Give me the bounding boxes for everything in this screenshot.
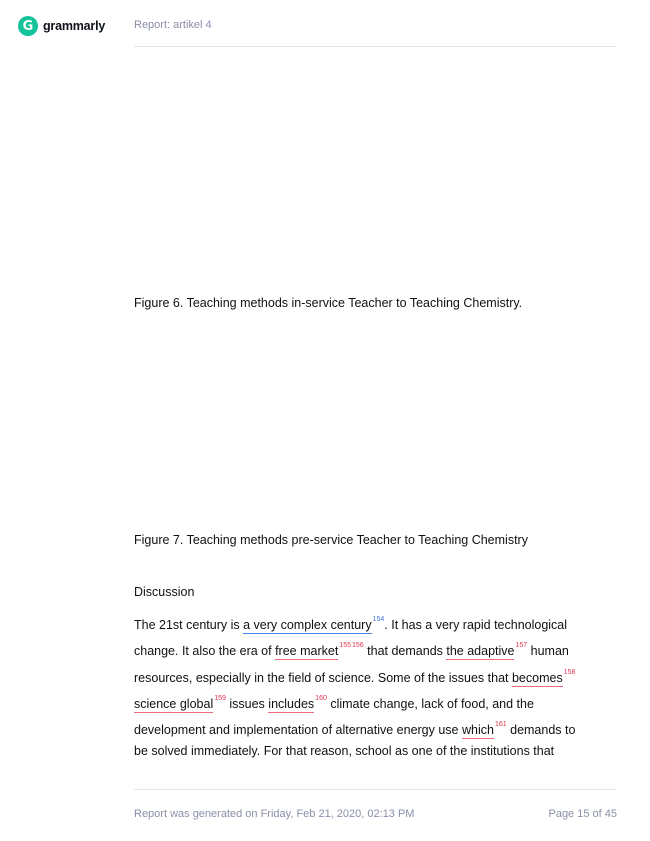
issue-highlight-159[interactable]: science global <box>134 696 214 711</box>
issue-highlight-158[interactable]: becomes <box>511 670 563 685</box>
footer-divider <box>134 789 617 790</box>
issue-highlight-155[interactable]: free market <box>275 644 339 659</box>
report-generated-text: Report was generated on Friday, Feb 21, 2020, 02:13 PM <box>134 808 415 820</box>
paragraph-line: The 21st century is a very complex century$^{154}$. It has a very rapid technological <box>134 616 568 632</box>
issue-highlight-154[interactable]: a very complex century <box>243 618 372 632</box>
issue-number-157: 157 <box>515 642 528 650</box>
issue-number-158: 158 <box>563 668 576 676</box>
grammarly-g-icon: G <box>18 16 38 36</box>
issue-number-154: 154 <box>372 616 385 623</box>
discussion-paragraph <box>134 607 604 765</box>
issue-number-156: 156 <box>351 642 364 650</box>
issue-highlight-161[interactable]: which <box>461 723 494 738</box>
brand-name: grammarly <box>43 19 106 33</box>
figure-6-caption: Figure 6. Teaching methods in-service Teacher to Teaching Chemistry. <box>134 296 523 310</box>
paragraph-line: be solved immediately. For that reason, school as one of the institutions that <box>134 744 555 759</box>
paragraph-line: change. It also the era of free market$^{155156}$ that demands the adaptive$^{157}$ human <box>134 642 569 659</box>
issue-number-161: 161 <box>494 721 507 729</box>
issue-number-160: 160 <box>315 694 327 702</box>
grammarly-logo <box>18 16 105 36</box>
paragraph-line: development and implementation of alternative energy use which$^{161}$ demands to <box>134 721 576 738</box>
paragraph-line: science global$^{159}$ issues includes$^{160}$ climate change, lack of food, and the <box>134 694 534 711</box>
issue-number-155: 155 <box>339 642 351 650</box>
page-number: Page 15 of 45 <box>548 808 617 820</box>
issue-highlight-160[interactable]: includes <box>268 696 315 711</box>
issue-highlight-157[interactable]: the adaptive <box>446 644 515 659</box>
header-divider <box>134 46 617 47</box>
paragraph-line: resources, especially in the field of science. Some of the issues that becomes$^{158}$ <box>134 668 576 685</box>
report-title: Report: artikel 4 <box>134 19 212 31</box>
discussion-heading: Discussion <box>134 585 195 599</box>
figure-7-caption: Figure 7. Teaching methods pre-service Teacher to Teaching Chemistry <box>134 533 528 547</box>
issue-number-159: 159 <box>214 694 226 702</box>
